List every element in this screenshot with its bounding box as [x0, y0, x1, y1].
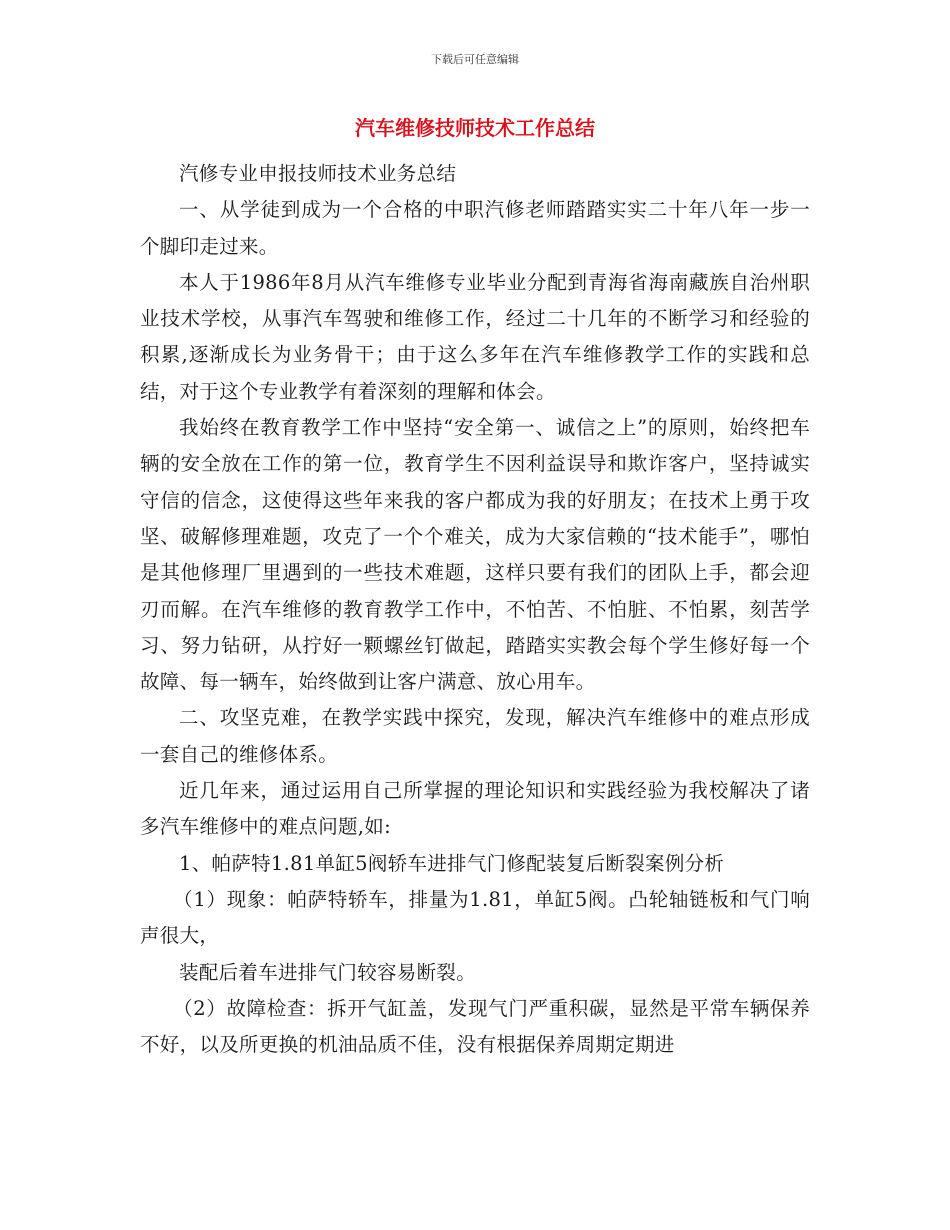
paragraph-subtitle: 汽修专业申报技师技术业务总结	[179, 162, 457, 185]
header-note: 下载后可任意编辑	[431, 53, 519, 66]
paragraph-section-one: 一、从学徒到成为一个合格的中职汽修老师踏踏实实二十年八年一步一个脚印走过来。	[140, 198, 810, 258]
paragraph-case-title: 1、帕萨特1.81单缸5阀轿车进排气门修配装复后断裂案例分析	[179, 851, 725, 875]
paragraph-principles: 我始终在教育教学工作中坚持“安全第一、诚信之上”的原则，始终把车辆的安全放在工作的第一位，教育学生不因利益误导和欺诈客户，坚持诚实守信的信念，这使得这些年来我的客户都成为我的好朋友；在技术上勇于攻坚、破解修理难题，攻克了一个个难关，成为大家信赖的“技术能手”，哪怕是其他修理厂里遇到的一些技术难题，这样只要有我们的团队上手，都会迎刃而解。在汽车维修的教育教学工作中，不怕苦、不怕脏、不怕累，刻苦学习、努力钻研，从拧好一颗螺丝钉做起，踏踏实实教会每个学生修好每一个故障、每一辆车，始终做到让客户满意、放心用车。	[140, 416, 810, 694]
paragraph-case-symptom: （1）现象：帕萨特轿车，排量为1.81，单缸5阀。凸轮轴链板和气门响声很大，	[140, 887, 810, 948]
paragraph-case-inspection: （2）故障检查：拆开气缸盖，发现气门严重积碳，显然是平常车辆保养不好，以及所更换的机油品质不佳，没有根据保养周期定期进	[140, 996, 810, 1057]
paragraph-section-two: 二、攻坚克难，在教学实践中探究，发现，解决汽车维修中的难点形成一套自己的维修体系。	[140, 706, 810, 766]
paragraph-case-symptom-cont: 装配后着车进排气门较容易断裂。	[179, 960, 477, 984]
document-title: 汽车维修技师技术工作总结	[355, 116, 595, 140]
document-body	[140, 156, 810, 1063]
paragraph-recent-years: 近几年来，通过运用自己所掌握的理论知识和实践经验为我校解决了诸多汽车维修中的难点问题,如:	[140, 779, 810, 839]
paragraph-background: 本人于1986年8月从汽车维修专业毕业分配到青海省海南藏族自治州职业技术学校，从事汽车驾驶和维修工作，经过二十几年的不断学习和经验的积累,逐渐成长为业务骨干；由于这么多年在汽车维修教学工作的实践和总结，对于这个专业教学有着深刻的理解和体会。	[140, 270, 810, 403]
